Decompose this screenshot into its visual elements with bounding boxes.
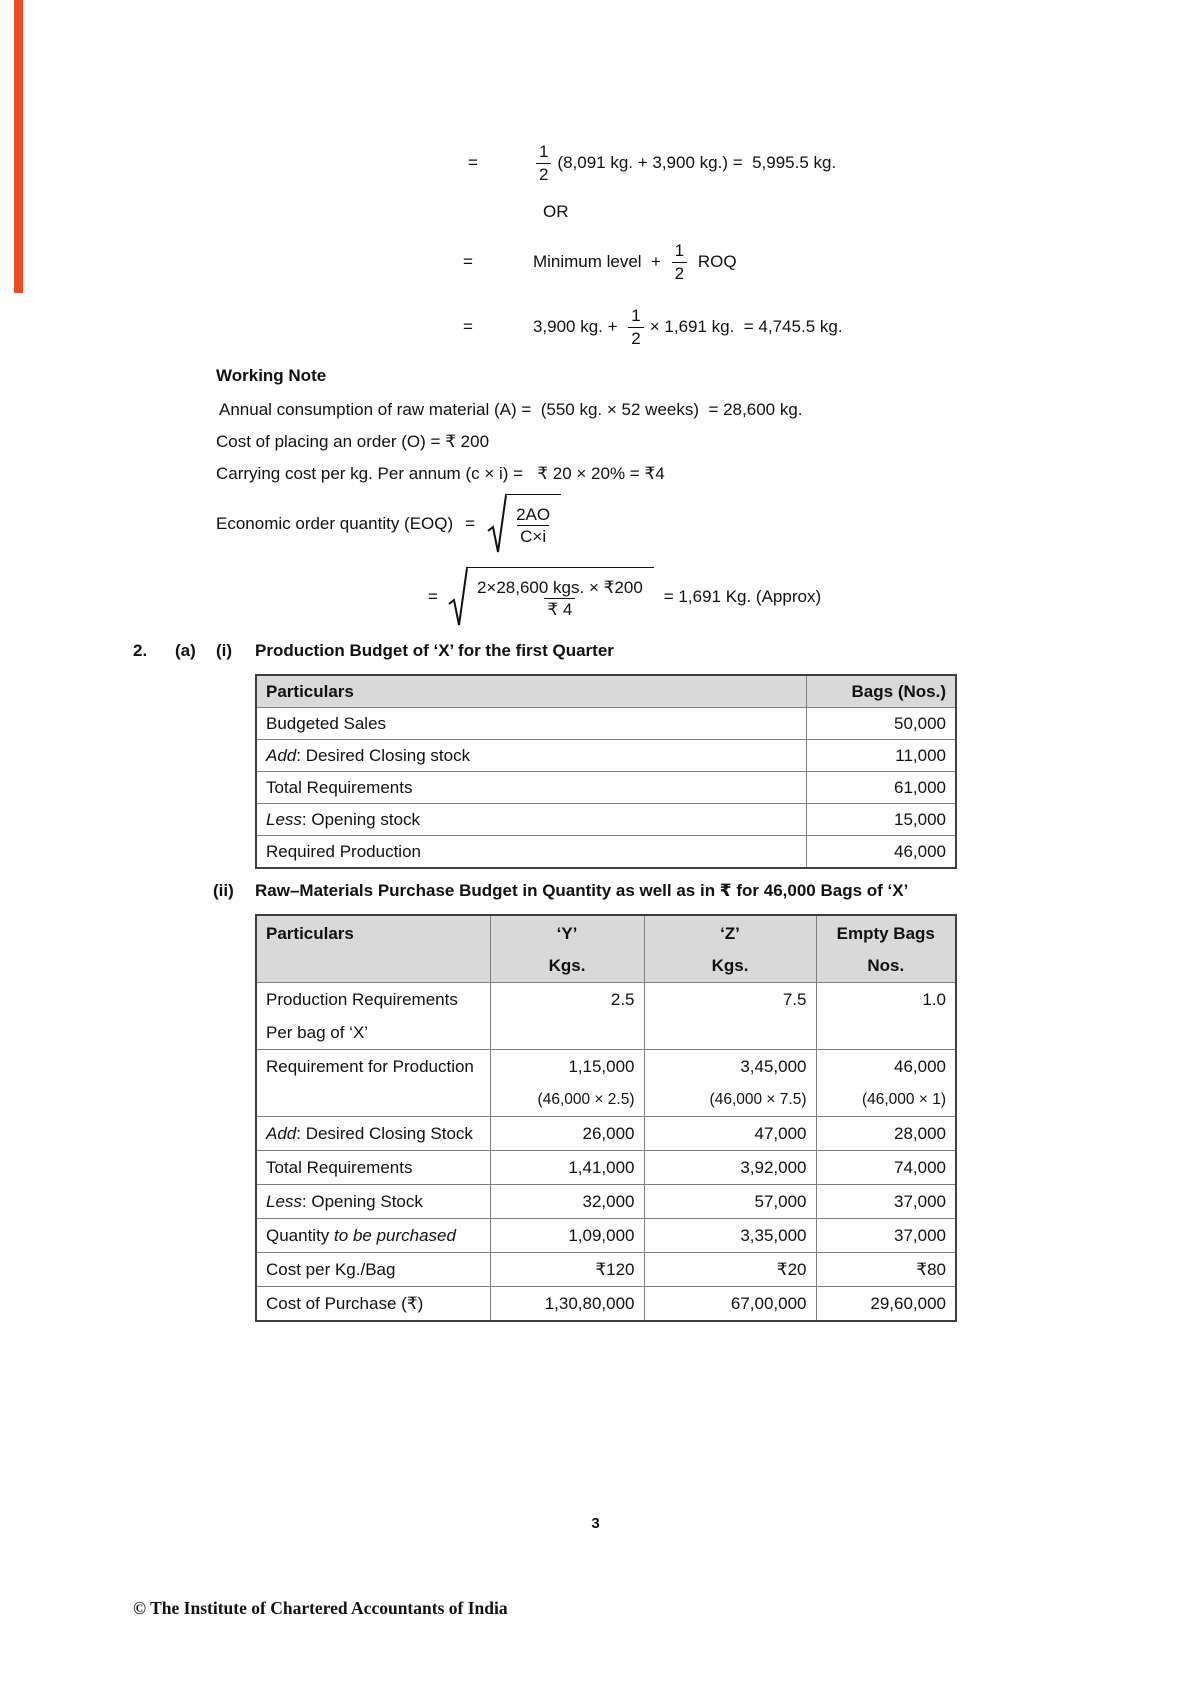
- header-line: Kgs.: [711, 956, 749, 975]
- header-line: ‘Y’: [556, 924, 578, 943]
- value-text: 1,30,80,000: [544, 1294, 635, 1313]
- table-row: [256, 740, 956, 772]
- value-cell-z: [644, 1185, 816, 1219]
- table-header-row: [256, 675, 956, 708]
- table-row: [256, 708, 956, 740]
- row-label-cell: [256, 1253, 490, 1287]
- value-cell-z: [644, 1151, 816, 1185]
- radicand: [466, 567, 654, 627]
- value-subtext: (46,000 × 1): [861, 1091, 946, 1108]
- value-text: 29,60,000: [870, 1294, 946, 1313]
- working-note-title: Working Note: [216, 366, 327, 385]
- value-text: 3,92,000: [740, 1158, 807, 1177]
- value-text: 32,000: [582, 1192, 635, 1211]
- row-label-text: Total Requirements: [266, 1158, 413, 1177]
- value-cell-empty-bags: [816, 1050, 956, 1117]
- row-label-cell: [256, 740, 806, 772]
- row-label-cell: [256, 708, 806, 740]
- row-label-text: : Desired Closing stock: [296, 746, 471, 765]
- value-text: 1,09,000: [568, 1226, 635, 1245]
- header-line: ‘Z’: [720, 924, 740, 943]
- value-cell: 61,000: [806, 772, 956, 804]
- fraction-one-half: [628, 305, 643, 349]
- value-cell-z: [644, 983, 816, 1050]
- row-label-text: Requirement for Production: [266, 1057, 474, 1076]
- value-cell-empty-bags: [816, 1253, 956, 1287]
- value-cell: 46,000: [806, 836, 956, 869]
- value-cell-empty-bags: [816, 1185, 956, 1219]
- value-text: 74,000: [894, 1158, 946, 1177]
- value-subtext: (46,000 × 2.5): [537, 1091, 635, 1108]
- value-cell-empty-bags: [816, 983, 956, 1050]
- header-line: Empty Bags: [836, 924, 935, 943]
- table-row: [256, 1253, 956, 1287]
- row-label-cell: [256, 1117, 490, 1151]
- row-label-cell: [256, 1185, 490, 1219]
- header-line: Nos.: [867, 956, 905, 975]
- row-label-cell: [256, 1151, 490, 1185]
- fraction-numerator: 1: [631, 306, 641, 326]
- value-cell-z: [644, 1050, 816, 1117]
- value-text: 37,000: [894, 1192, 946, 1211]
- row-label-text: : Opening stock: [301, 810, 421, 829]
- fraction-denominator: C×i: [517, 525, 549, 547]
- value-cell-y: [490, 1219, 644, 1253]
- row-label-text: Cost per Kg./Bag: [266, 1260, 396, 1279]
- part-label: (a): [175, 641, 196, 660]
- value-text: ₹80: [916, 1260, 946, 1279]
- value-text: ₹120: [595, 1260, 635, 1279]
- row-label-cell: [256, 1287, 490, 1322]
- radicand: [505, 494, 561, 554]
- fraction-one-half: [536, 141, 551, 185]
- row-label-text: Quantity: [266, 1226, 335, 1245]
- value-cell-y: [490, 1185, 644, 1219]
- or-label: OR: [543, 202, 569, 221]
- row-label-italic: Less: [266, 810, 302, 829]
- equation-text: ROQ: [693, 252, 737, 271]
- value-text: 26,000: [582, 1124, 635, 1143]
- column-header-particulars: [256, 915, 490, 983]
- fraction: [474, 577, 646, 621]
- value-cell-y: [490, 1050, 644, 1117]
- table-row: [256, 1219, 956, 1253]
- value-cell-z: [644, 1287, 816, 1322]
- row-label-text: Budgeted Sales: [266, 714, 387, 733]
- value-cell-y: [490, 1253, 644, 1287]
- section-title: Raw–Materials Purchase Budget in Quantity as well as in ₹ for 46,000 Bags of ‘X’: [255, 881, 909, 900]
- working-note-line: Carrying cost per kg. Per annum (c × i) = ₹ 20 × 20% = ₹4: [216, 464, 665, 483]
- table-row: [256, 1050, 956, 1117]
- equation-text: 3,900 kg. +: [532, 317, 623, 336]
- equals-sign: =: [463, 252, 473, 271]
- row-label-text: Total Requirements: [266, 778, 413, 797]
- fraction-denominator: 2: [536, 163, 551, 185]
- value-text: 46,000: [894, 1057, 946, 1076]
- value-cell-empty-bags: [816, 1151, 956, 1185]
- left-accent-bar: [14, 0, 23, 293]
- value-cell-empty-bags: [816, 1219, 956, 1253]
- header-line: Particulars: [266, 924, 354, 943]
- working-note-line: Annual consumption of raw material (A) = (550 kg. × 52 weeks) = 28,600 kg.: [219, 400, 803, 419]
- fraction-denominator: 2: [672, 262, 687, 284]
- page-number: 3: [591, 1515, 600, 1532]
- equation-reorder-level-value: [463, 298, 843, 356]
- value-text: 3,45,000: [740, 1057, 807, 1076]
- table-row: [256, 1185, 956, 1219]
- row-label-text: : Opening Stock: [301, 1192, 423, 1211]
- equals-sign: =: [463, 317, 473, 336]
- column-header-particulars: Particulars: [256, 675, 806, 708]
- value-cell: 15,000: [806, 804, 956, 836]
- equals-sign: =: [428, 587, 438, 606]
- equation-text: × 1,691 kg. = 4,745.5 kg.: [649, 317, 843, 336]
- table-row: [256, 1287, 956, 1322]
- copyright-notice: © The Institute of Chartered Accountants of India: [133, 1598, 508, 1618]
- row-label-text: Cost of Purchase (₹): [266, 1294, 424, 1313]
- row-label-italic: Less: [266, 1192, 302, 1211]
- table-row: [256, 1117, 956, 1151]
- value-cell-z: [644, 1117, 816, 1151]
- value-text: 47,000: [754, 1124, 807, 1143]
- production-budget-table: [255, 674, 957, 869]
- row-label-italic: Add: [266, 746, 297, 765]
- fraction-numerator: 1: [674, 241, 685, 261]
- value-cell-y: [490, 1287, 644, 1322]
- column-header-bags: Bags (Nos.): [806, 675, 956, 708]
- value-text: 57,000: [754, 1192, 807, 1211]
- row-label-cell: [256, 772, 806, 804]
- value-text: ₹20: [776, 1260, 807, 1279]
- table-row: [256, 983, 956, 1050]
- row-label-text: Production Requirements: [266, 990, 458, 1009]
- equation-average-stock: [468, 134, 836, 192]
- value-cell-y: [490, 1151, 644, 1185]
- eoq-formula: [216, 492, 561, 556]
- equals-sign: =: [468, 153, 478, 172]
- fraction-numerator: 2×28,600 kgs. × ₹200: [476, 577, 643, 597]
- fraction-numerator: 1: [538, 142, 549, 162]
- value-text: 2.5: [610, 990, 635, 1009]
- value-cell-y: [490, 1117, 644, 1151]
- raw-materials-purchase-table: [255, 914, 957, 1322]
- value-text: 67,00,000: [730, 1294, 807, 1313]
- eoq-result: = 1,691 Kg. (Approx): [663, 587, 822, 606]
- table-row: [256, 804, 956, 836]
- equation-reorder-level: [463, 233, 737, 291]
- table-row: [256, 772, 956, 804]
- square-root: [448, 567, 654, 627]
- value-cell: 50,000: [806, 708, 956, 740]
- fraction-denominator: ₹ 4: [544, 598, 575, 620]
- subpart-label: (ii): [213, 881, 234, 900]
- row-label-cell: [256, 836, 806, 869]
- value-cell: 11,000: [806, 740, 956, 772]
- equation-text: Minimum level +: [532, 252, 666, 271]
- row-label-line2: Per bag of ‘X’: [266, 1023, 369, 1042]
- value-cell-empty-bags: [816, 1287, 956, 1322]
- working-note-line: Cost of placing an order (O) = ₹ 200: [216, 432, 490, 451]
- row-label-cell: [256, 1219, 490, 1253]
- table-row: [256, 836, 956, 869]
- value-text: 1,41,000: [568, 1158, 635, 1177]
- sqrt-radical: [448, 567, 468, 627]
- row-label-italic: to be purchased: [334, 1226, 456, 1245]
- row-label-cell: [256, 983, 490, 1050]
- equation-text: (8,091 kg. + 3,900 kg.) = 5,995.5 kg.: [557, 153, 837, 172]
- value-text: 37,000: [894, 1226, 946, 1245]
- header-line: Kgs.: [548, 956, 586, 975]
- table-row: [256, 1151, 956, 1185]
- value-cell-empty-bags: [816, 1117, 956, 1151]
- value-cell-z: [644, 1219, 816, 1253]
- row-label-text: : Desired Closing Stock: [296, 1124, 473, 1143]
- table-header-row: [256, 915, 956, 983]
- value-subtext: (46,000 × 7.5): [709, 1091, 807, 1108]
- subpart-label: (i): [216, 641, 233, 660]
- fraction-numerator: 2AO: [516, 504, 551, 524]
- fraction-denominator: 2: [628, 327, 643, 349]
- value-text: 7.5: [782, 990, 807, 1009]
- equals-sign: =: [465, 514, 476, 533]
- value-text: 1.0: [922, 990, 946, 1009]
- fraction-one-half: [672, 240, 687, 284]
- eoq-computation: [428, 562, 821, 632]
- sqrt-radical: [487, 494, 507, 554]
- column-header-z: [644, 915, 816, 983]
- value-cell-z: [644, 1253, 816, 1287]
- section-heading-ii: [0, 881, 1191, 903]
- column-header-y: [490, 915, 644, 983]
- column-header-empty-bags: [816, 915, 956, 983]
- value-text: 3,35,000: [740, 1226, 807, 1245]
- row-label-text: Required Production: [266, 842, 421, 861]
- value-text: 1,15,000: [568, 1057, 635, 1076]
- eoq-label: Economic order quantity (EOQ): [216, 514, 454, 533]
- question-number: 2.: [133, 641, 148, 660]
- square-root: [487, 494, 561, 554]
- row-label-italic: Add: [266, 1124, 297, 1143]
- section-title: Production Budget of ‘X’ for the first Quarter: [255, 641, 614, 660]
- section-heading-i: [0, 641, 1191, 663]
- row-label-cell: [256, 804, 806, 836]
- value-text: 28,000: [894, 1124, 946, 1143]
- row-label-cell: [256, 1050, 490, 1117]
- fraction: [513, 504, 553, 548]
- value-cell-y: [490, 983, 644, 1050]
